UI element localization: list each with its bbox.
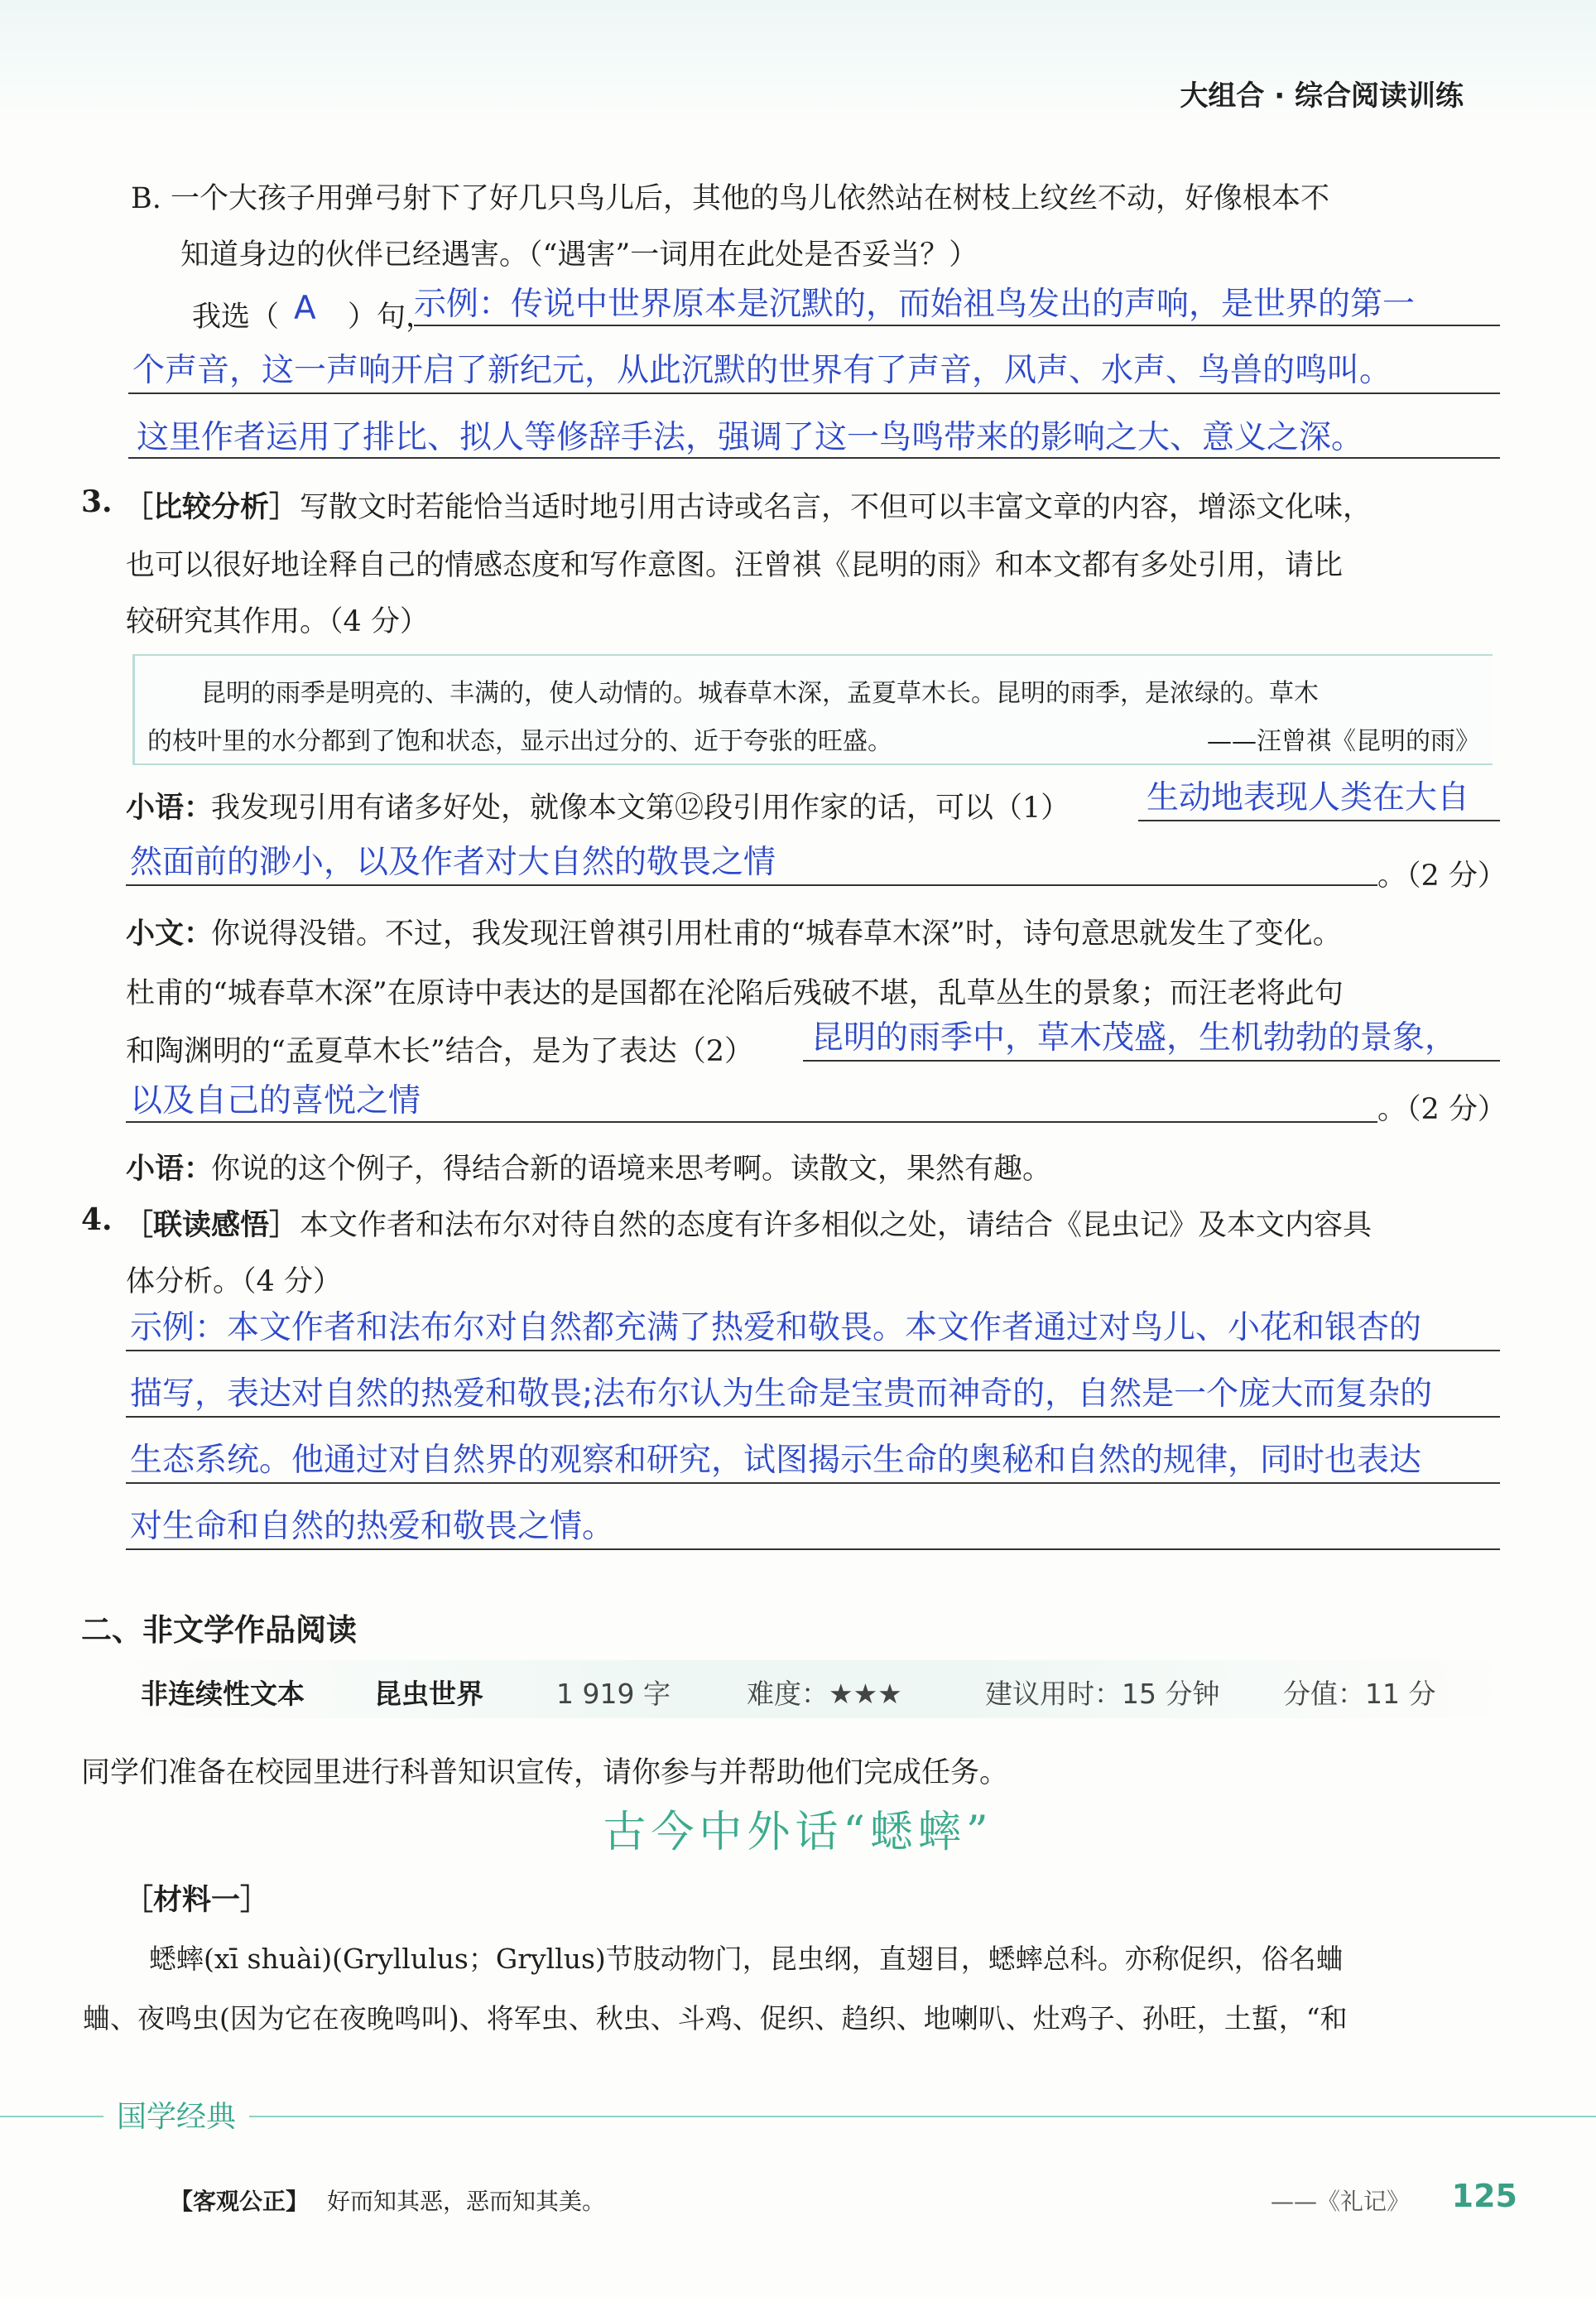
xiaoyu-text: 我发现引用有诸多好处，就像本文第⑫段引用作家的话，可以（1） (211, 792, 1070, 825)
quote-box (132, 654, 1493, 765)
q4-line2: 体分析。（4 分） (126, 1265, 342, 1298)
q3-answer2-line2: 以及自己的喜悦之情 (130, 1082, 421, 1120)
xiaowen-line3: 和陶渊明的“孟夏草木长”结合，是为了表达（2） (126, 1035, 754, 1068)
option-b-line2: 知道身边的伙伴已经遇害。（“遇害”一词用在此处是否妥当？） (180, 238, 978, 272)
answer-underline (128, 392, 1500, 394)
q3-line1: 写散文时若能恰当适时地引用古诗或名言，不但可以丰富文章的内容，增添文化味， (300, 491, 1372, 524)
q3-answer1-line2: 然面前的渺小，以及作者对大自然的敬畏之情 (130, 844, 776, 881)
info-topic: 昆虫世界 (374, 1678, 483, 1710)
quote-line1: 昆明的雨季是明亮的、丰满的，使人动情的。城春草木深，孟夏草木长。昆明的雨季，是浓绿的。草木 (201, 679, 1319, 708)
info-word-count: 1 919 字 (556, 1678, 671, 1710)
answer-underline (126, 1548, 1500, 1550)
q3-tag: ［比较分析］ (124, 490, 299, 524)
footer-label: 国学经典 (103, 2093, 249, 2136)
q4-number: 4. (81, 1202, 113, 1237)
q2-answer-line1: 示例：传说中世界原本是沉默的，而始祖鸟发出的声响，是世界的第一 (414, 286, 1416, 323)
q2-answer-line2: 个声音，这一声响开启了新纪元，从此沉默的世界有了声音，风声、水声、鸟兽的鸣叫。 (132, 352, 1392, 389)
answer-underline (126, 1121, 1377, 1123)
answer-underline (126, 884, 1377, 886)
motto-source: ——《礼记》 (1271, 2188, 1411, 2215)
material-line2: 蛐、夜鸣虫(因为它在夜晚鸣叫)、将军虫、秋虫、斗鸡、促织、趋织、地喇叭、灶鸡子、孙旺，土蜇，“和 (83, 2002, 1348, 2035)
article-title: 古今中外话“蟋蟀” (603, 1808, 993, 1857)
q4-tag: ［联读感悟］ (124, 1208, 299, 1242)
info-bar (124, 1660, 1507, 1718)
answer-underline (126, 1416, 1500, 1418)
q2-answer-line3: 这里作者运用了排比、拟人等修辞手法，强调了这一鸟鸣带来的影响之大、意义之深。 (137, 419, 1364, 456)
q3-answer1-line1: 生动地表现人类在大自 (1147, 779, 1470, 816)
choose-answer: A (294, 290, 316, 327)
task-intro: 同学们准备在校园里进行科普知识宣传，请你参与并帮助他们完成任务。 (81, 1756, 1009, 1789)
q4-answer-line2: 描写，表达对自然的热爱和敬畏;法布尔认为生命是宝贵而神奇的，自然是一个庞大而复杂的 (130, 1375, 1433, 1413)
xiaowen-line2: 杜甫的“城春草木深”在原诗中表达的是国都在沦陷后残破不堪，乱草丛生的景象；而汪老将此句 (126, 977, 1344, 1010)
answer-underline (1138, 820, 1500, 821)
answer-underline (414, 325, 1500, 326)
q3-line2: 也可以很好地诠释自己的情感态度和写作意图。汪曾祺《昆明的雨》和本文都有多处引用，请比 (126, 549, 1344, 582)
page-header-title: 大组合 · 综合阅读训练 (1180, 79, 1464, 113)
material-line1: 蟋蟀(xī shuài)(Gryllulus；Gryllus)节肢动物门，昆虫纲，直翅目，蟋蟀总科。亦称促织，俗名蛐 (149, 1943, 1344, 1975)
q4-answer-line3: 生态系统。他通过对自然界的观察和研究，试图揭示生命的奥秘和自然的规律，同时也表达 (130, 1442, 1422, 1479)
answer-underline (803, 1060, 1500, 1062)
xiaowen-line1: 你说得没错。不过，我发现汪曾祺引用杜甫的“城春草木深”时，诗句意思就发生了变化。 (211, 917, 1342, 951)
option-b-line1: B. 一个大孩子用弹弓射下了好几只鸟儿后，其他的鸟儿依然站在树枝上纹丝不动，好像根本不 (131, 182, 1329, 215)
q3-score2: 。（2 分） (1377, 1093, 1507, 1126)
motto-text: 好而知其恶，恶而知其美。 (327, 2188, 606, 2215)
xiaoyu-speaker: 小语： (126, 1152, 214, 1186)
page-number: 125 (1451, 2178, 1517, 2214)
material-label: ［材料一］ (124, 1883, 270, 1917)
motto-tag: 【客观公正】 (170, 2188, 310, 2215)
q3-score1: 。（2 分） (1377, 860, 1507, 893)
q4-answer-line4: 对生命和自然的热爱和敬畏之情。 (130, 1508, 615, 1545)
q4-line1: 本文作者和法布尔对待自然的态度有许多相似之处，请结合《昆虫记》及本文内容具 (300, 1209, 1372, 1242)
choose-suffix: ）句， (348, 301, 435, 334)
q3-line3: 较研究其作用。（4 分） (126, 605, 429, 638)
info-difficulty: 难度：★★★ (747, 1678, 902, 1710)
xiaowen-speaker: 小文： (126, 917, 214, 951)
answer-underline (128, 457, 1500, 459)
q3-answer2-line1: 昆明的雨季中，草木茂盛，生机勃勃的景象， (811, 1019, 1458, 1057)
xiaoyu-text: 你说的这个例子，得结合新的语境来思考啊。读散文，果然有趣。 (211, 1153, 1052, 1186)
q3-number: 3. (81, 484, 113, 519)
info-time: 建议用时：15 分钟 (985, 1678, 1220, 1710)
info-score: 分值：11 分 (1283, 1678, 1436, 1710)
section-title: 二、非文学作品阅读 (81, 1612, 357, 1648)
quote-source: ——汪曾祺《昆明的雨》 (1207, 727, 1480, 756)
quote-line2: 的枝叶里的水分都到了饱和状态，显示出过分的、近于夸张的旺盛。 (147, 727, 892, 756)
info-text-type: 非连续性文本 (141, 1678, 305, 1710)
answer-underline (126, 1482, 1500, 1484)
q4-answer-line1: 示例：本文作者和法布尔对自然都充满了热爱和敬畏。本文作者通过对鸟儿、小花和银杏的 (130, 1309, 1422, 1346)
answer-underline (126, 1350, 1500, 1351)
xiaoyu-speaker: 小语： (126, 791, 214, 825)
choose-prefix: 我选（ (192, 301, 280, 334)
